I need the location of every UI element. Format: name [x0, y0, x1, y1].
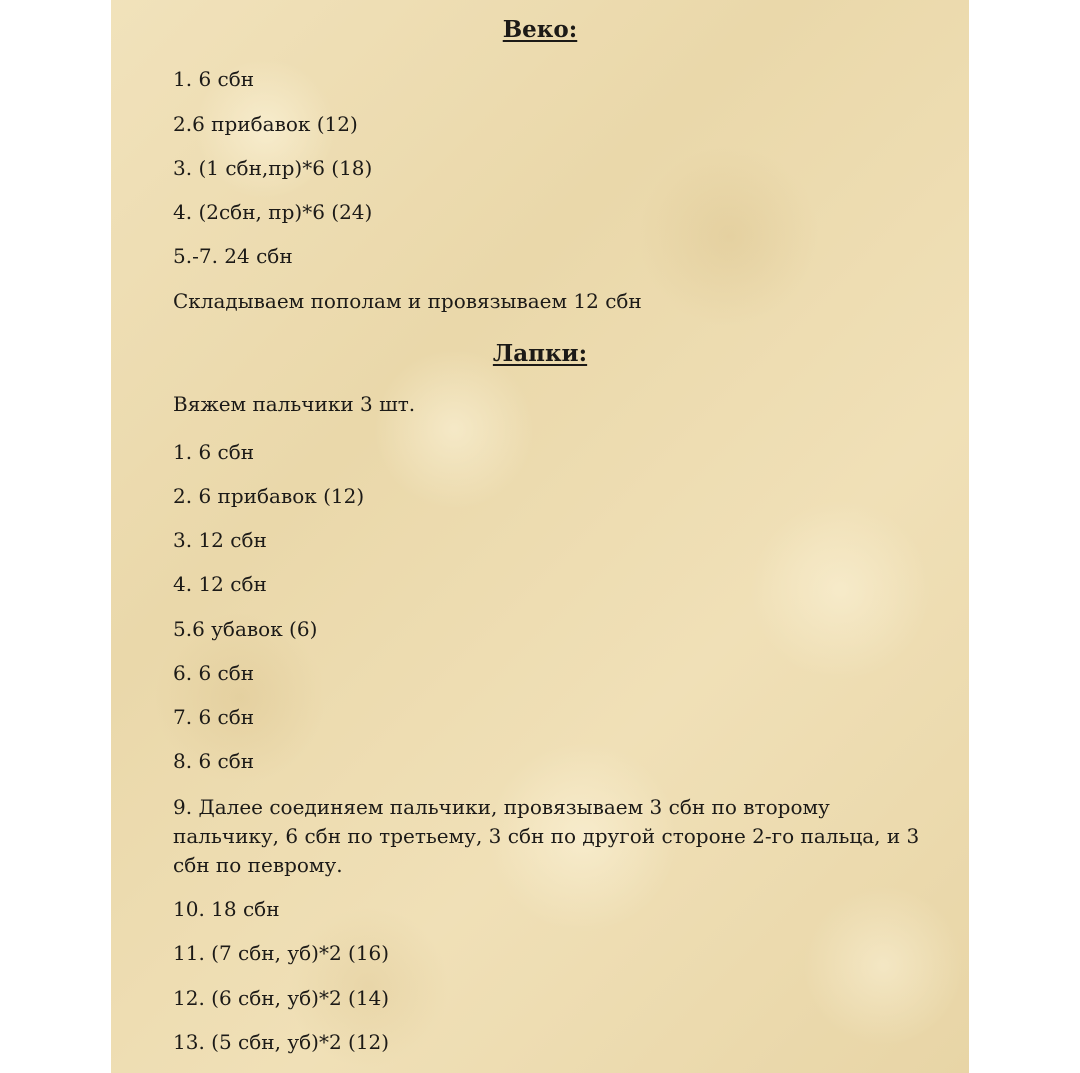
- lapki-row-7: 7. 6 сбн: [173, 705, 255, 729]
- lapki-intro: Вяжем пальчики 3 шт.: [173, 392, 416, 416]
- section-title-lapki: Лапки:: [492, 340, 588, 367]
- section-title-veko: Веко:: [502, 16, 578, 43]
- lapki-row-13: 13. (5 сбн, уб)*2 (12): [173, 1030, 390, 1054]
- pattern-page: [111, 0, 969, 1073]
- veko-row-3: 3. (1 сбн,пр)*6 (18): [173, 156, 373, 180]
- veko-row-4: 4. (2сбн, пр)*6 (24): [173, 200, 373, 224]
- lapki-row-1: 1. 6 сбн: [173, 440, 255, 464]
- lapki-row-11: 11. (7 сбн, уб)*2 (16): [173, 941, 390, 965]
- lapki-row-12: 12. (6 сбн, уб)*2 (14): [173, 986, 390, 1010]
- veko-fold-instruction: Складываем пополам и провязываем 12 сбн: [173, 289, 642, 313]
- veko-row-5-7: 5.-7. 24 сбн: [173, 244, 293, 268]
- lapki-row-8: 8. 6 сбн: [173, 749, 255, 773]
- veko-row-1: 1. 6 сбн: [173, 67, 255, 91]
- lapki-row-10: 10. 18 сбн: [173, 897, 280, 921]
- lapki-row-3: 3. 12 сбн: [173, 528, 267, 552]
- lapki-row-5: 5.6 убавок (6): [173, 617, 318, 641]
- lapki-row-4: 4. 12 сбн: [173, 572, 267, 596]
- veko-row-2: 2.6 прибавок (12): [173, 112, 358, 136]
- lapki-row-2: 2. 6 прибавок (12): [173, 484, 365, 508]
- lapki-row-9: 9. Далее соединяем пальчики, провязываем 3 сбн по второму пальчику, 6 сбн по третьему, 3 сбн по другой стороне 2-го пальца, и 3 сбн по певрому.: [173, 795, 920, 877]
- lapki-row-6: 6. 6 сбн: [173, 661, 255, 685]
